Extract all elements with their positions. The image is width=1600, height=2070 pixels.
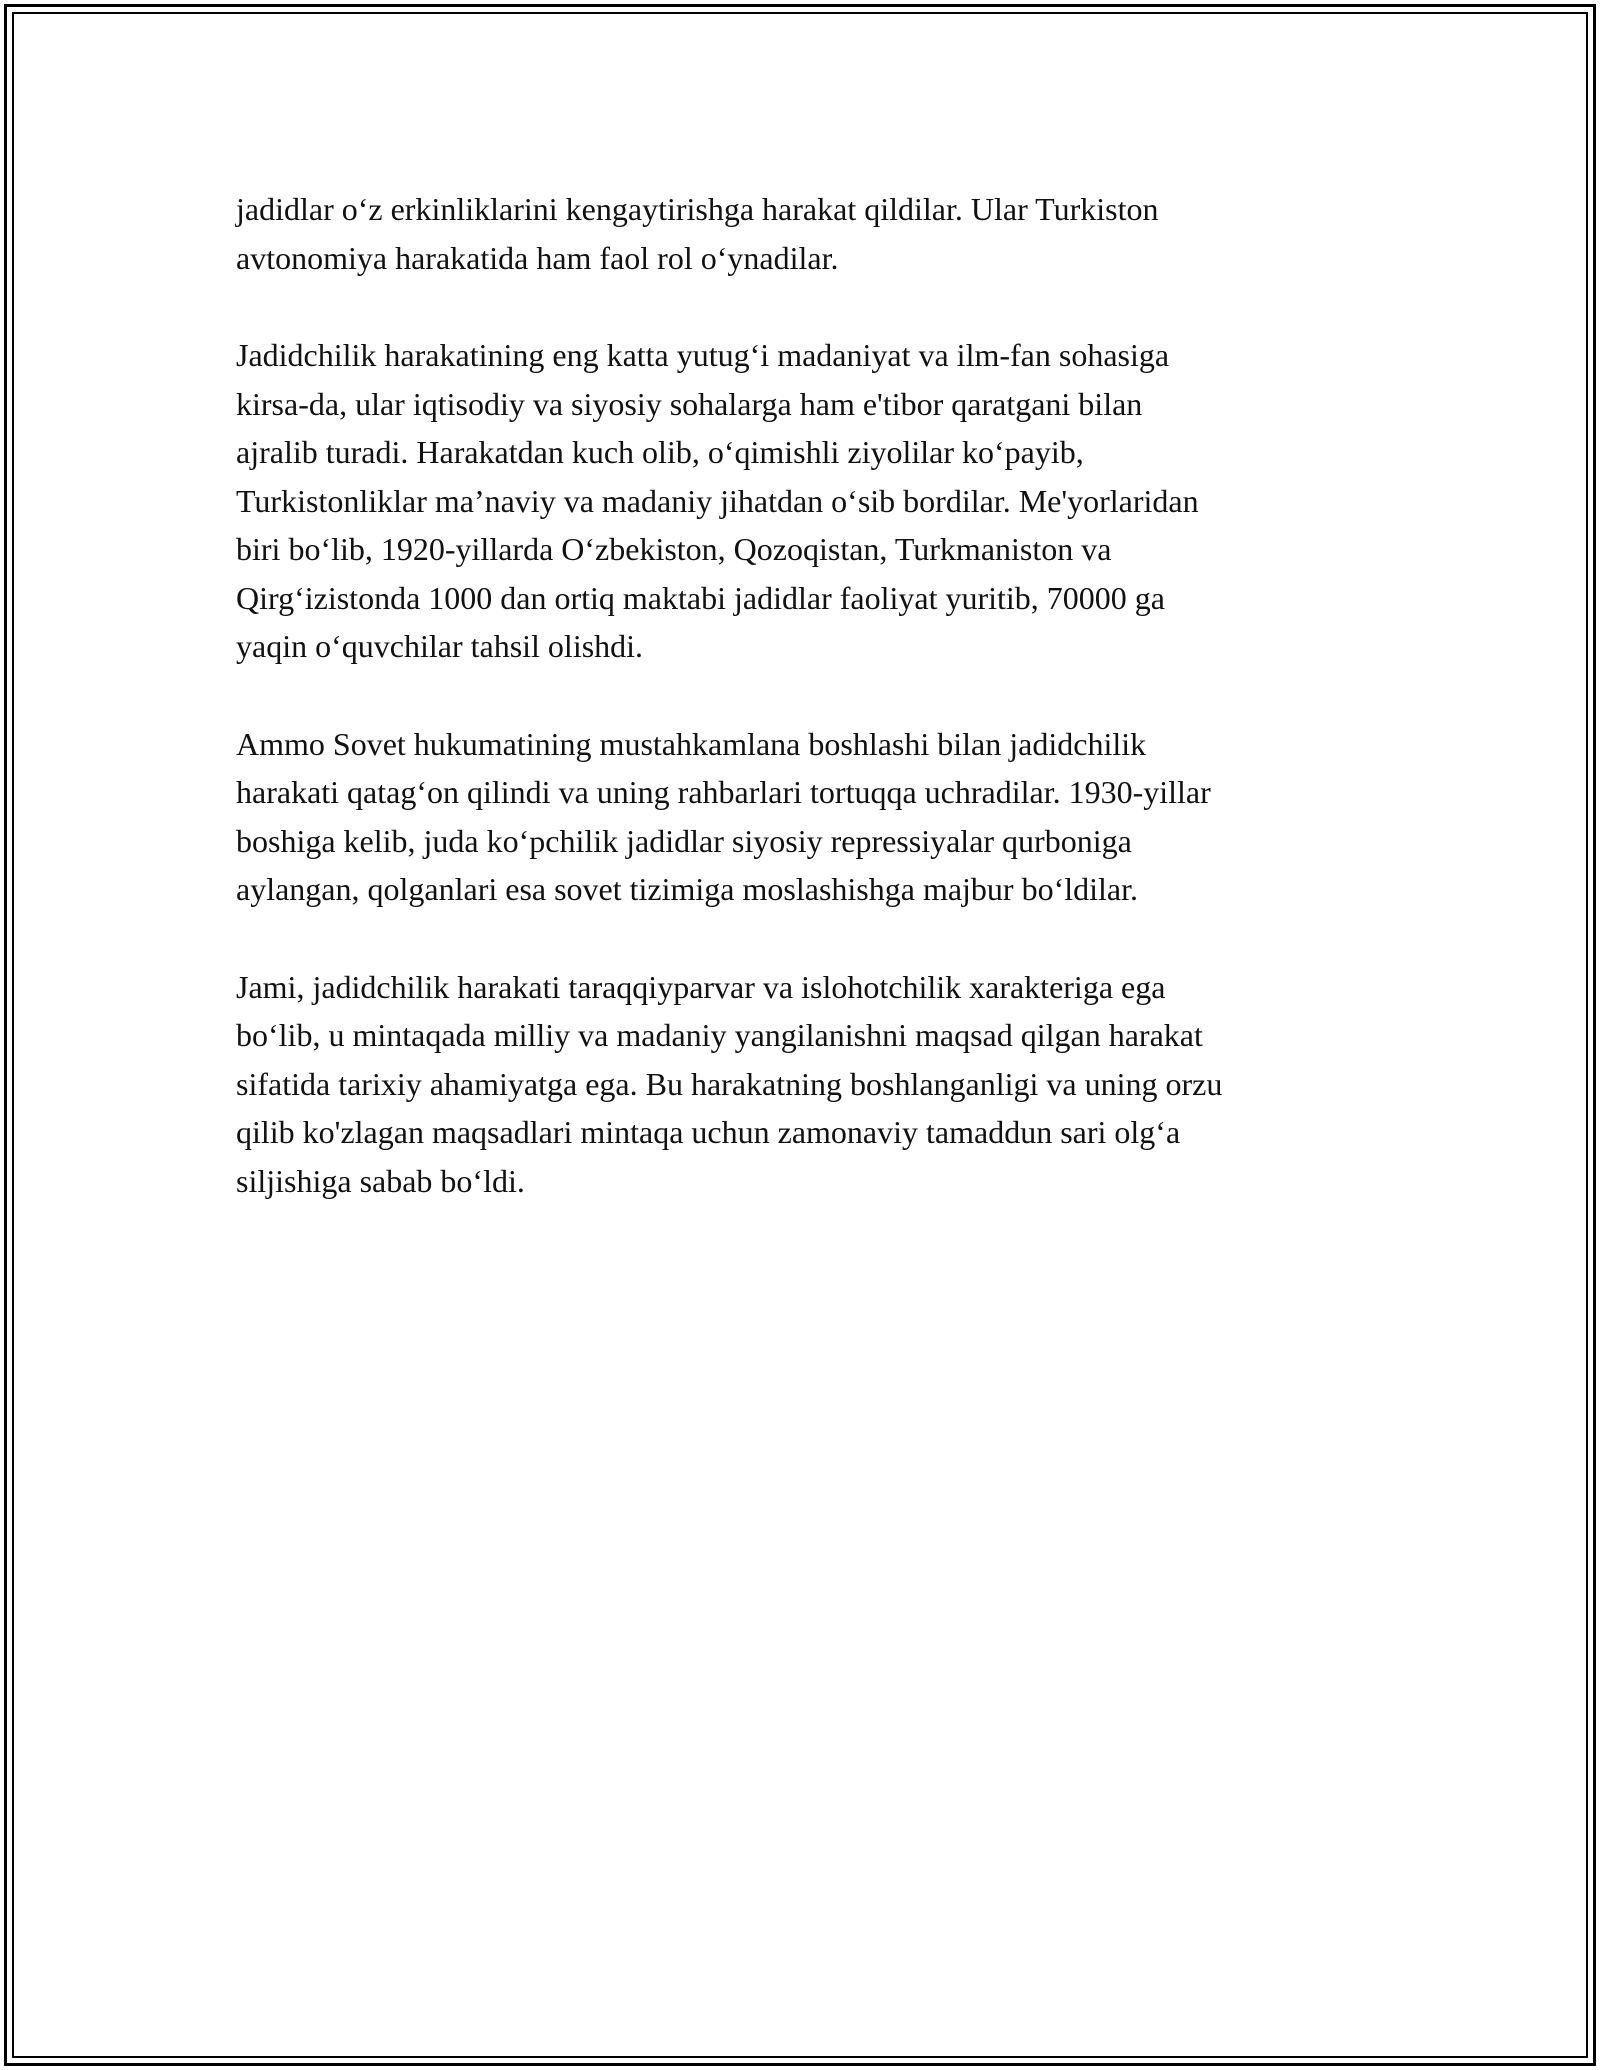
- paragraph: [236, 331, 1396, 671]
- text-line: kirsa-da, ular iqtisodiy va siyosiy sohalarga ham e'tibor qaratgani bilan: [236, 385, 1143, 422]
- text-line: Qirg‘izistonda 1000 dan ortiq maktabi jadidlar faoliyat yuritib, 70000 ga: [236, 579, 1165, 616]
- text-line: harakati qatag‘on qilindi va uning rahbarlari tortuqqa uchradilar. 1930-yillar: [236, 774, 1211, 810]
- text-line: avtonomiya harakatida ham faol rol o‘ynadilar.: [236, 239, 839, 276]
- text-line: Ammo Sovet hukumatining mustahkamlana boshlashi bilan jadidchilik: [236, 725, 1147, 762]
- text-line: bo‘lib, u mintaqada milliy va madaniy yangilanishni maqsad qilgan harakat: [236, 1017, 1203, 1053]
- text-line: aylangan, qolganlari esa sovet tizimiga moslashishga majbur bo‘ldilar.: [236, 871, 1138, 907]
- text-line: jadidlar o‘z erkinliklarini kengaytirishga harakat qildilar. Ular Turkiston: [236, 191, 1159, 227]
- text-line: yaqin o‘quvchilar tahsil olishdi.: [236, 628, 644, 664]
- text-line: Turkistonliklar ma’naviy va madaniy jihatdan o‘sib bordilar. Me'yorlaridan: [236, 482, 1199, 519]
- text-line: qilib ko'zlagan maqsadlari mintaqa uchun zamonaviy tamaddun sari olg‘a: [236, 1114, 1181, 1150]
- text-line: ajralib turadi. Harakatdan kuch olib, o‘qimishli ziyolilar ko‘payib,: [236, 434, 1084, 470]
- text-line: biri bo‘lib, 1920-yillarda O‘zbekiston, Qozoqistan, Turkmaniston va: [236, 531, 1112, 567]
- text-line: sifatida tarixiy ahamiyatga ega. Bu harakatning boshlanganligi va uning orzu: [236, 1065, 1223, 1102]
- text-line: boshiga kelib, juda ko‘pchilik jadidlar siyosiy repressiyalar qurboniga: [236, 822, 1132, 859]
- paragraph: [236, 963, 1396, 1206]
- document-body: [236, 185, 1396, 1254]
- text-line: siljishiga sabab bo‘ldi.: [236, 1162, 525, 1199]
- text-line: Jadidchilik harakatining eng katta yutug‘i madaniyat va ilm-fan sohasiga: [236, 337, 1170, 373]
- paragraph: [236, 720, 1396, 914]
- text-line: Jami, jadidchilik harakati taraqqiyparvar va islohotchilik xarakteriga ega: [236, 968, 1166, 1005]
- paragraph: [236, 185, 1396, 282]
